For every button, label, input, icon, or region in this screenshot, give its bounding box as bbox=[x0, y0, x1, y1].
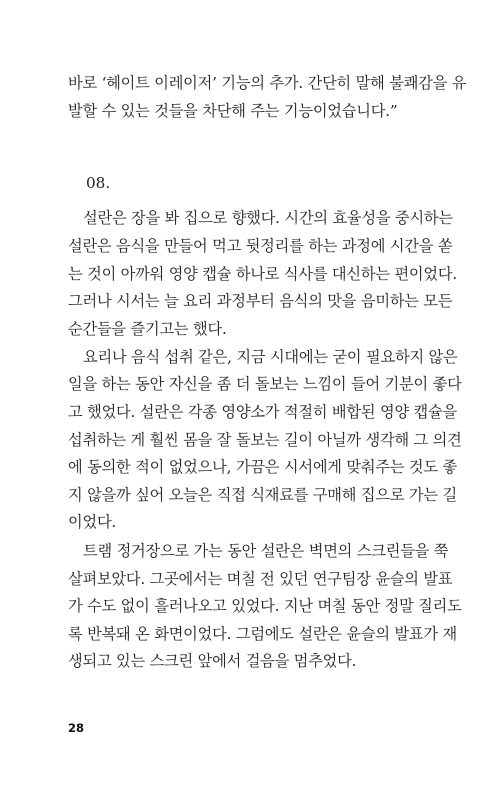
text-line: 그러나 시서는 늘 요리 과정부터 음식의 맛을 음미하는 모든 bbox=[68, 292, 453, 310]
text-line: 발할 수 있는 것들을 차단해 주는 기능이었습니다.” bbox=[68, 102, 398, 120]
section-number: 08. bbox=[86, 174, 111, 192]
text-line: 생되고 있는 스크린 앞에서 걸음을 멈추었다. bbox=[68, 652, 357, 670]
text-line: 살펴보았다. 그곳에서는 며칠 전 있던 연구팀장 윤슬의 발표 bbox=[68, 570, 453, 588]
text-line: 순간들을 즐기고는 했다. bbox=[68, 320, 227, 338]
text-line: 는 것이 아까워 영양 캡슐 하나로 식사를 대신하는 편이었다. bbox=[68, 265, 457, 283]
text-line: 지 않을까 싶어 오늘은 직접 식재료를 구매해 집으로 가는 길 bbox=[68, 486, 457, 504]
text-line: 일을 하는 동안 자신을 좀 더 돌보는 느낌이 들어 기분이 좋다 bbox=[68, 375, 462, 393]
text-line: 가 수도 없이 흘러나오고 있었다. 지난 며칠 동안 정말 질리도 bbox=[68, 597, 462, 615]
text-line: 바로 ‘헤이트 이레이저’ 기능의 추가. 간단히 말해 불쾌감을 유 bbox=[68, 74, 467, 92]
paragraph-first-line: 트램 정거장으로 가는 동안 설란은 벽면의 스크린들을 쭉 bbox=[83, 542, 449, 560]
text-line: 설란은 음식을 만들어 먹고 뒷정리를 하는 과정에 시간을 쏟 bbox=[68, 237, 453, 255]
text-line: 록 반복돼 온 화면이었다. 그럼에도 설란은 윤슬의 발표가 재 bbox=[68, 625, 457, 643]
text-line: 에 동의한 적이 없었으나, 가끔은 시서에게 맞춰주는 것도 좋 bbox=[68, 458, 457, 476]
page-number: 28 bbox=[68, 721, 85, 735]
paragraph-first-line: 요리나 음식 섭취 같은, 지금 시대에는 굳이 필요하지 않은 bbox=[83, 348, 458, 366]
text-line: 이었다. bbox=[68, 513, 117, 531]
paragraph-first-line: 설란은 장을 봐 집으로 향했다. 시간의 효율성을 중시하는 bbox=[83, 209, 453, 227]
text-line: 고 했었다. 설란은 각종 영양소가 적절히 배합된 영양 캡슐을 bbox=[68, 403, 457, 421]
text-line: 섭취하는 게 훨씬 몸을 잘 돌보는 길이 아닐까 생각해 그 의견 bbox=[68, 431, 462, 449]
